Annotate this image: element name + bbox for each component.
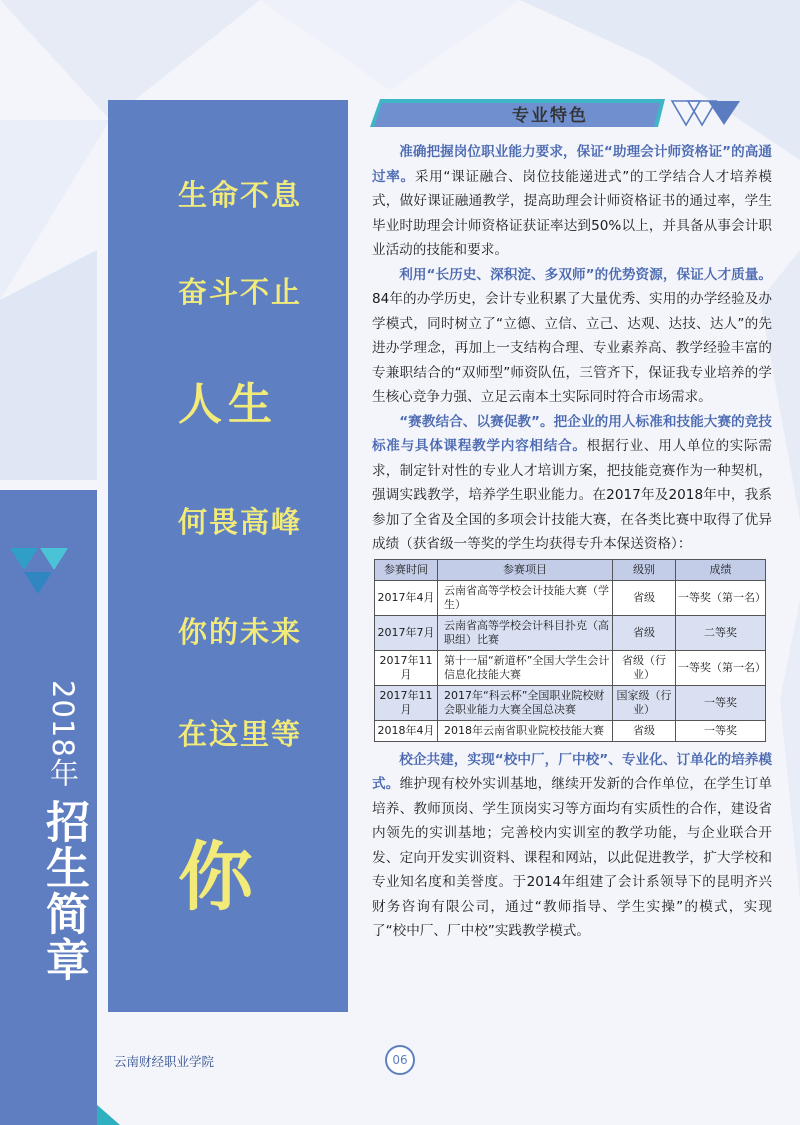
table-cell: 第十一届“新道杯”全国大学生会计信息化技能大赛 [438, 650, 613, 685]
table-cell: 2018年云南省职业院校技能大赛 [438, 720, 613, 741]
table-cell: 二等奖 [676, 615, 766, 650]
main-content [372, 140, 772, 944]
paragraph-text: 84年的办学历史，会计专业积累了大量优秀、实用的办学经验及办学模式，同时树立了“立德、立信、立己、达观、达技、达人”的先进办学理念，再加上一支结构合理、专业素养高、教学经验丰富的专兼职结合的“双师型”师资队伍，三管齐下，保证我专业培养的学生核心竞争力强、立足云南本土实际同时符合市场需求。 [372, 291, 772, 405]
paragraph-highlight: 准确把握岗位职业能力要求，保证“助理会计师资格证”的高通过率。 [372, 144, 772, 185]
table-cell: 云南省高等学校会计科目扑克（高职组）比赛 [438, 615, 613, 650]
table-row [375, 615, 766, 650]
table-header: 参赛时间 [375, 559, 438, 580]
table-header-row [375, 559, 766, 580]
table-header: 级别 [613, 559, 676, 580]
table-cell: 一等奖（第一名） [676, 580, 766, 615]
table-cell: 2017年11月 [375, 685, 438, 720]
table-cell: 省级 [613, 615, 676, 650]
table-cell: 省级（行业） [613, 650, 676, 685]
triangle-decoration-icon [10, 548, 70, 608]
paragraph-highlight: 利用“长历史、深积淀、多双师”的优势资源，保证人才质量。 [399, 266, 772, 283]
table-cell: 2018年4月 [375, 720, 438, 741]
paragraph-text: 采用“课证融合、岗位技能递进式”的工学结合人才培养模式，做好课证融通教学，提高助理会计师资格证书的通过率，学生毕业时助理会计师资格证获证率达到50%以上，并具备从事会计职业活动的技能和要求。 [372, 168, 772, 258]
table-cell: 省级 [613, 580, 676, 615]
table-cell: 省级 [613, 720, 676, 741]
table-cell: 国家级（行业） [613, 685, 676, 720]
section-title: 专业特色 [512, 106, 588, 126]
table-cell: 一等奖 [676, 685, 766, 720]
brochure-title [35, 680, 95, 1020]
paragraph [372, 140, 772, 263]
table-cell: 2017年“科云杯”全国职业院校财会职业能力大赛全国总决赛 [438, 685, 613, 720]
page-number: 06 [385, 1045, 415, 1075]
paragraph-text: 根据行业、用人单位的实际需求，制定针对性的专业人才培训方案，把技能竞赛作为一种契机，强调实践教学，培养学生职业能力。在2017年及2018年中，我系参加了全省及全国的多项会计技能大赛，在各类比赛中取得了优异成绩（获省级一等奖的学生均获得专升本保送资格）： [372, 438, 773, 552]
table-row [375, 685, 766, 720]
table-cell: 一等奖 [676, 720, 766, 741]
slogan-line: 奋斗不止 [178, 275, 303, 309]
paragraph [372, 748, 772, 944]
competition-table [374, 559, 766, 742]
table-row [375, 580, 766, 615]
paragraph [372, 263, 772, 410]
paragraph-text: 维护现有校外实训基地，继续开发新的合作单位，在学生订单培养、教师顶岗、学生顶岗实习等方面均有实质性的合作，建设省内领先的实训基地；完善校内实训室的教学功能，与企业联合开发、定向开发实训资料、课程和网站，以此促进教学，扩大学校和专业知名度和美誉度。于2014年组建了会计系领导下的昆明齐兴财务咨询有限公司，通过“教师指导、学生实操”的模式，实现了“校中厂、厂中校”实践教学模式。 [372, 776, 773, 939]
table-cell: 云南省高等学校会计技能大赛（学生） [438, 580, 613, 615]
table-cell: 2017年7月 [375, 615, 438, 650]
paragraph-highlight: “赛教结合、以赛促教”。把企业的用人标准和技能大赛的竞技标准与具体课程教学内容相结合。 [372, 413, 772, 454]
table-cell: 一等奖（第一名） [676, 650, 766, 685]
table-row [375, 650, 766, 685]
paragraph [372, 410, 772, 557]
footer-school-name: 云南财经职业学院 [114, 1054, 215, 1069]
slogan-line: 你 [178, 833, 254, 921]
table-header: 成绩 [676, 559, 766, 580]
table-cell: 2017年4月 [375, 580, 438, 615]
slogan-line: 你的未来 [178, 615, 303, 649]
table-row [375, 720, 766, 741]
slogan-line: 何畏高峰 [178, 505, 303, 539]
slogan-line: 生命不息 [178, 178, 303, 212]
table-cell: 2017年11月 [375, 650, 438, 685]
table-header: 参赛项目 [438, 559, 613, 580]
paragraph-highlight: 校企共建，实现“校中厂，厂中校”、专业化、订单化的培养模式。 [372, 751, 772, 792]
slogan-line: 人生 [178, 379, 278, 430]
brochure-main-title: 招生简章 [38, 798, 89, 983]
slogan-line: 在这里等 [178, 717, 303, 751]
brochure-year: 2018年 [46, 680, 80, 788]
